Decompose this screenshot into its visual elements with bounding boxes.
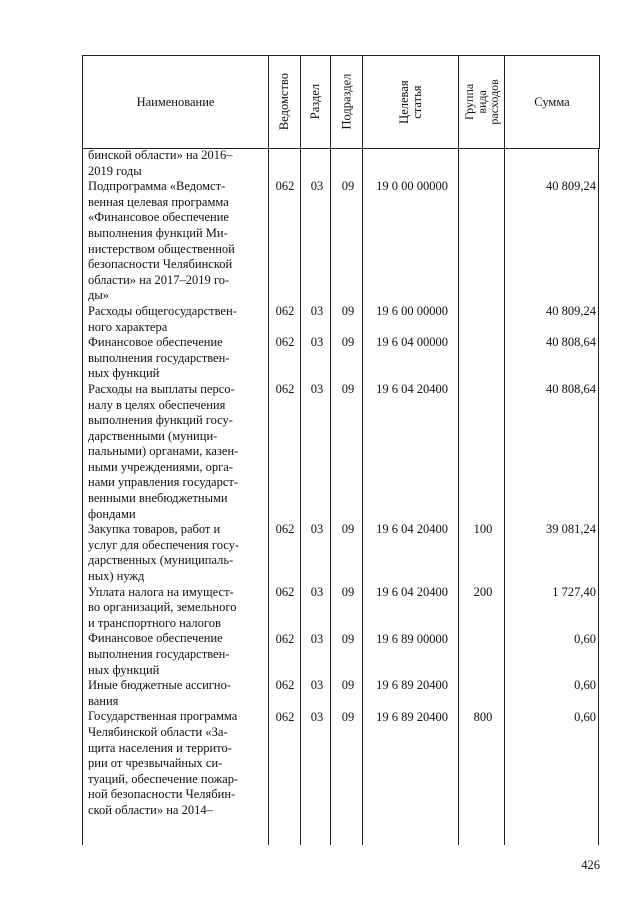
name-line: Закупка товаров, работ и	[88, 522, 221, 537]
vedomstvo-cell: 062	[275, 678, 295, 693]
summa-cell: 0,60	[574, 631, 596, 646]
name-line: Финансовое обеспечение	[88, 631, 223, 646]
razdel-cell: 03	[310, 179, 324, 194]
razdel-cell: 03	[310, 304, 324, 318]
table-row	[0, 179, 640, 195]
name-line: ными учреждениями, орга-	[88, 459, 234, 474]
name-line: Уплата налога на имущест-	[88, 584, 234, 599]
vedomstvo-cell: 062	[275, 709, 295, 724]
table-row	[0, 678, 640, 694]
podrazdel-cell: 09	[341, 631, 355, 646]
table-row	[0, 335, 640, 351]
celevaya-cell: 19 6 89 20400	[376, 709, 448, 724]
name-line: во организаций, земельного	[88, 600, 237, 615]
name-line: области» на 2017–2019 го-	[88, 272, 230, 287]
name-line: услуг для обеспечения госу-	[88, 537, 240, 552]
name-line: дарственными (муници-	[88, 428, 218, 443]
name-line: выполнения государствен-	[88, 350, 230, 365]
table-row	[0, 522, 640, 538]
table-row	[0, 382, 640, 398]
name-line: венными внебюджетными	[88, 491, 228, 506]
name-line: вания	[88, 693, 119, 708]
name-line: дарственных (муниципаль-	[88, 553, 234, 568]
razdel-cell: 03	[310, 335, 324, 350]
razdel-cell: 03	[310, 382, 324, 396]
page-number: 426	[581, 858, 600, 872]
podrazdel-cell: 09	[341, 335, 355, 350]
name-line: нами управления государст-	[88, 475, 239, 490]
name-line: ных) нужд	[88, 569, 145, 584]
podrazdel-cell: 09	[341, 678, 355, 693]
name-line: венная целевая программа	[88, 194, 229, 209]
vedomstvo-cell: 062	[275, 631, 295, 646]
razdel-cell: 03	[310, 631, 324, 646]
name-line: Иные бюджетные ассигно-	[88, 678, 232, 693]
name-line: ской области» на 2014–	[88, 802, 213, 817]
name-line: бинской области» на 2016–	[88, 148, 233, 162]
header-name-label: Наименование	[136, 94, 215, 109]
celevaya-cell: 19 6 00 00000	[376, 304, 448, 318]
summa-cell: 1 727,40	[552, 584, 596, 599]
gruppa-cell: 100	[473, 522, 493, 537]
podrazdel-cell: 09	[341, 179, 355, 194]
vedomstvo-cell: 062	[275, 522, 295, 537]
name-line: рии от чрезвычайных си-	[88, 756, 223, 771]
header-razdel-label: Раздел	[307, 84, 322, 120]
name-line: выполнения функций Ми-	[88, 225, 228, 240]
name-line: Челябинской области «За-	[88, 724, 228, 739]
name-line: фондами	[88, 506, 136, 521]
table-row	[0, 632, 640, 648]
celevaya-cell: 19 6 04 00000	[376, 335, 448, 350]
name-line: нистерством общественной	[88, 241, 235, 256]
name-line: налу в целях обеспечения	[88, 397, 226, 412]
name-line: Расходы на выплаты персо-	[88, 381, 235, 396]
name-line: Государственная программа	[88, 709, 238, 724]
razdel-cell: 03	[310, 709, 324, 724]
vedomstvo-cell: 062	[275, 304, 295, 318]
name-line: ной безопасности Челябин-	[88, 787, 236, 802]
celevaya-cell: 19 6 89 20400	[376, 678, 448, 693]
summa-cell: 0,60	[574, 678, 596, 693]
name-line: туаций, обеспечение пожар-	[88, 771, 239, 786]
vedomstvo-cell: 062	[275, 382, 295, 396]
header-podrazdel-label: Подраздел	[338, 74, 353, 130]
razdel-cell: 03	[310, 522, 324, 537]
header-summa-label: Сумма	[534, 94, 570, 109]
name-line: «Финансовое обеспечение	[88, 210, 229, 225]
name-line: выполнения государствен-	[88, 647, 230, 661]
table-row	[0, 710, 640, 726]
name-line: ных функций	[88, 366, 160, 381]
name-line: щита населения и террито-	[88, 740, 232, 755]
name-line: ных функций	[88, 662, 160, 677]
summa-cell: 40 808,64	[546, 335, 596, 350]
name-line: 2019 годы	[88, 163, 142, 178]
name-line: ного характера	[88, 319, 168, 334]
gruppa-cell: 800	[473, 709, 493, 724]
summa-cell: 40 809,24	[546, 304, 596, 318]
vedomstvo-cell: 062	[275, 584, 295, 599]
celevaya-cell: 19 6 89 00000	[376, 631, 448, 646]
summa-cell: 40 809,24	[546, 179, 596, 194]
header-vedomstvo-label: Ведомство	[276, 73, 291, 131]
name-line: и транспортного налогов	[88, 615, 221, 630]
celevaya-cell: 19 6 04 20400	[376, 522, 448, 537]
table-row	[0, 585, 640, 601]
name-line: выполнения функций госу-	[88, 413, 233, 428]
name-line: Подпрограмма «Ведомст-	[88, 179, 226, 194]
name-line: безопасности Челябинской	[88, 257, 233, 272]
celevaya-cell: 19 0 00 00000	[376, 179, 448, 194]
vedomstvo-cell: 062	[275, 335, 295, 350]
podrazdel-cell: 09	[341, 304, 355, 318]
celevaya-cell: 19 6 04 20400	[376, 584, 448, 599]
name-line: пальными) органами, казен-	[88, 444, 239, 459]
razdel-cell: 03	[310, 584, 324, 599]
summa-cell: 40 808,64	[546, 382, 596, 396]
podrazdel-cell: 09	[341, 709, 355, 724]
header-gruppa-label: Группа вида расходов	[461, 79, 501, 125]
name-line: Финансовое обеспечение	[88, 335, 223, 350]
name-line: Расходы общегосударствен-	[88, 303, 237, 318]
summa-cell: 39 081,24	[546, 522, 596, 537]
gruppa-cell: 200	[473, 584, 493, 599]
name-line: ды»	[88, 288, 110, 303]
podrazdel-cell: 09	[341, 382, 355, 396]
header-celevaya-label: Целевая статья	[396, 80, 424, 124]
podrazdel-cell: 09	[341, 584, 355, 599]
podrazdel-cell: 09	[341, 522, 355, 537]
summa-cell: 0,60	[574, 709, 596, 724]
table-row	[0, 304, 640, 320]
vedomstvo-cell: 062	[275, 179, 295, 194]
razdel-cell: 03	[310, 678, 324, 693]
celevaya-cell: 19 6 04 20400	[376, 382, 448, 396]
